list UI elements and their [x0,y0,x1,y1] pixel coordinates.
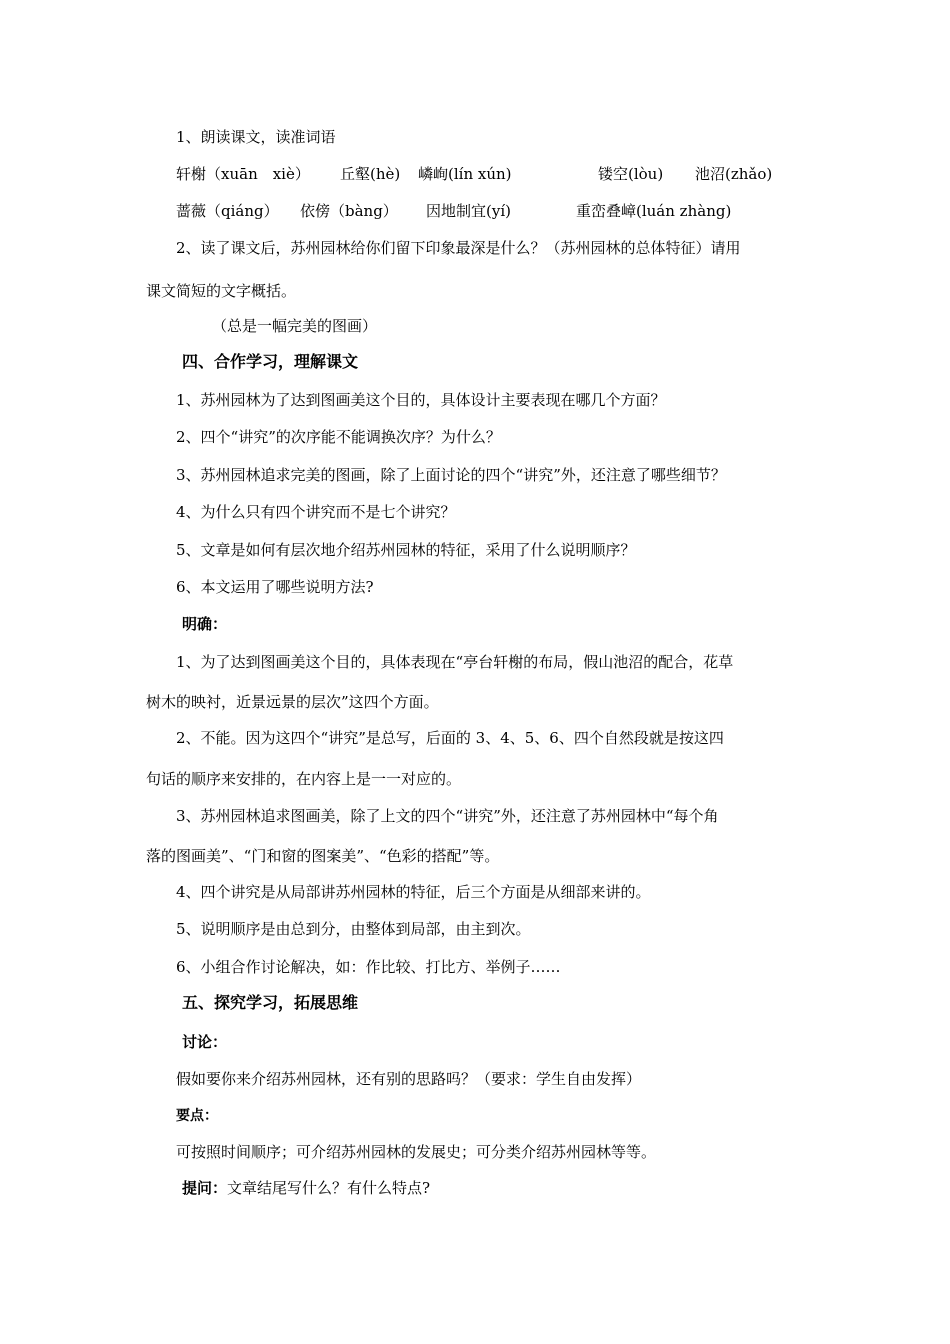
question-2-line1: 2、读了课文后，苏州园林给你们留下印象最深是什么？（苏州园林的总体特征）请用 [176,239,741,257]
answer-2-line2: 句话的顺序来安排的，在内容上是一一对应的。 [146,770,462,788]
question-item: 2、四个“讲究”的次序能不能调换次序？为什么？ [176,428,501,446]
answer-5: 5、说明顺序是由总到分，由整体到局部，由主到次。 [176,920,531,938]
answer-1-line1: 1、为了达到图画美这个目的，具体表现在“亭台轩榭的布局，假山池沼的配合，花草 [176,653,734,671]
question-label: 提问： [182,1179,228,1197]
vocab-item: 依傍（bàng） [300,202,398,220]
answer-6: 6、小组合作讨论解决，如：作比较、打比方、举例子…… [176,958,561,976]
question-item: 1、苏州园林为了达到图画美这个目的，具体设计主要表现在哪几个方面？ [176,391,666,409]
answer-1-line2: 树木的映衬，近景远景的层次”这四个方面。 [146,693,439,711]
key-points-text: 可按照时间顺序；可介绍苏州园林的发展史；可分类介绍苏州园林等等。 [176,1143,657,1161]
vocab-item: 嶙峋(lín xún) [418,165,512,183]
vocab-item: 池沼(zhǎo) [695,165,773,183]
question-2-line2: 课文简短的文字概括。 [146,282,297,300]
vocab-item: 丘壑(hè) [340,165,401,183]
question-item: 6、本文运用了哪些说明方法? [176,578,374,596]
vocab-item: 因地制宜(yí) [426,202,511,220]
answer-2-line1: 2、不能。因为这四个“讲究”是总写，后面的 3、4、5、6、四个自然段就是按这四 [176,729,724,747]
question-text: 文章结尾写什么？有什么特点? [227,1179,431,1197]
section-4-heading: 四、合作学习，理解课文 [182,352,359,371]
answer-4: 4、四个讲究是从局部讲苏州园林的特征，后三个方面是从细部来讲的。 [176,883,651,901]
discussion-label: 讨论： [182,1033,228,1051]
read-heading: 1、朗读课文，读准词语 [176,128,336,146]
question-line [182,1178,430,1198]
question-item: 4、为什么只有四个讲究而不是七个讲究？ [176,503,456,521]
vocab-item: 蔷薇（qiáng） [176,202,279,220]
vocab-item: 重峦叠嶂(luán zhàng) [576,202,732,220]
vocab-item: 镂空(lòu) [598,165,664,183]
question-item: 5、文章是如何有层次地介绍苏州园林的特征，采用了什么说明顺序？ [176,541,636,559]
answer-3-line1: 3、苏州园林追求图画美，除了上文的四个“讲究”外，还注意了苏州园林中“每个角 [176,807,719,825]
question-item: 3、苏州园林追求完美的图画，除了上面讨论的四个“讲究”外，还注意了哪些细节？ [176,466,726,484]
vocab-item: 轩榭（xuān xiè） [176,165,310,183]
discussion-text: 假如要你来介绍苏州园林，还有别的思路吗？（要求：学生自由发挥） [176,1070,642,1088]
question-2-answer: （总是一幅完美的图画） [212,317,378,335]
answers-label: 明确： [182,615,228,633]
key-points-label: 要点： [176,1108,218,1124]
answer-3-line2: 落的图画美”、“门和窗的图案美”、“色彩的搭配”等。 [146,847,500,865]
section-5-heading: 五、探究学习，拓展思维 [182,993,359,1012]
